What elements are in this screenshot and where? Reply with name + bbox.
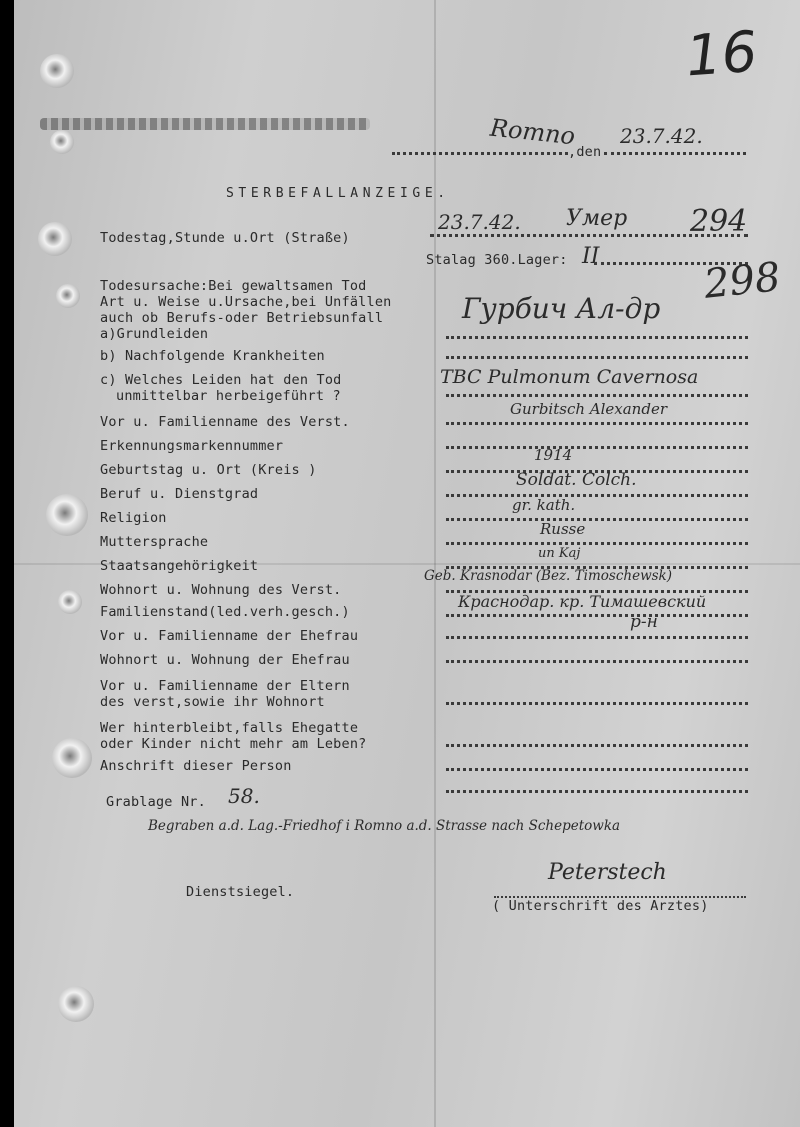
ehefrau-name-value: р-н bbox=[630, 612, 658, 632]
todesursache-label-2: Art u. Weise u.Ursache,bei Unfällen bbox=[100, 294, 392, 310]
grablage-value: 58. bbox=[228, 784, 260, 808]
ehefrau-name-line bbox=[446, 630, 748, 639]
todestag-value: 23.7.42. bbox=[438, 210, 521, 234]
welches-leiden-value: TBC Pulmonum Cavernosa bbox=[440, 366, 699, 388]
welches-leiden-line bbox=[446, 388, 748, 397]
wohnort-value: Geb. Krasnodar (Bez. Timoschewsk) bbox=[424, 568, 672, 584]
todesursache-label-1: Todesursache:Bei gewaltsamen Tod bbox=[100, 278, 367, 294]
familienstand-value: Краснодар. кр. Тимашевский bbox=[458, 592, 707, 611]
erkennungsmarke-line bbox=[446, 440, 748, 449]
stalag-value: II bbox=[582, 244, 600, 269]
beruf-value: Soldat. Colch. bbox=[516, 470, 637, 490]
muttersprache-label: Muttersprache bbox=[100, 534, 209, 550]
staatsangehoerigkeit-label: Staatsangehörigkeit bbox=[100, 558, 259, 574]
punch-hole bbox=[52, 738, 92, 778]
date-line bbox=[604, 146, 746, 155]
todesursache-russian: Гурбич Ал-др bbox=[462, 292, 661, 325]
hinterbleibt-line bbox=[446, 738, 748, 747]
todestag-label: Todestag,Stunde u.Ort (Straße) bbox=[100, 230, 350, 246]
dienstsiegel-label: Dienstsiegel. bbox=[186, 884, 295, 900]
punch-hole bbox=[40, 54, 74, 88]
geburtstag-value: 1914 bbox=[534, 446, 573, 464]
beruf-label: Beruf u. Dienstgrad bbox=[100, 486, 259, 502]
religion-line bbox=[446, 512, 748, 521]
eltern-label-2: des verst,sowie ihr Wohnort bbox=[100, 694, 325, 710]
hinterbleibt-label-1: Wer hinterbleibt,falls Ehegatte bbox=[100, 720, 359, 736]
smudged-stamp-line bbox=[40, 118, 370, 130]
grablage-label: Grablage Nr. bbox=[106, 794, 206, 810]
unterschrift-label: ( Unterschrift des Arztes) bbox=[492, 898, 709, 914]
signature-line bbox=[494, 890, 746, 898]
muttersprache-line bbox=[446, 536, 748, 545]
punch-hole bbox=[56, 284, 80, 308]
beruf-line bbox=[446, 488, 748, 497]
staatsangehoerigkeit-value: un Kaj bbox=[538, 546, 581, 561]
form-title: STERBEFALLANZEIGE. bbox=[226, 186, 450, 201]
ehefrau-name-label: Vor u. Familienname der Ehefrau bbox=[100, 628, 359, 644]
religion-label: Religion bbox=[100, 510, 167, 526]
todesursache-label-3: auch ob Berufs-oder Betriebsunfall bbox=[100, 310, 384, 326]
place-line bbox=[392, 146, 568, 155]
anschrift-line bbox=[446, 762, 748, 771]
ehefrau-wohnort-label: Wohnort u. Wohnung der Ehefrau bbox=[100, 652, 350, 668]
eltern-line bbox=[446, 696, 748, 705]
religion-value: gr. kath. bbox=[512, 496, 576, 514]
punch-hole bbox=[38, 222, 72, 256]
margin-number-2: 298 bbox=[701, 254, 783, 308]
doctor-signature: Peterstech bbox=[548, 860, 667, 885]
punch-hole bbox=[50, 130, 74, 154]
nachfolgende-line bbox=[446, 350, 748, 359]
geburtstag-label: Geburtstag u. Ort (Kreis ) bbox=[100, 462, 317, 478]
page-number: 16 bbox=[683, 19, 760, 90]
date-handwritten: 23.7.42. bbox=[620, 124, 703, 148]
punch-hole bbox=[58, 590, 82, 614]
den-label: ,den bbox=[568, 144, 602, 160]
erkennungsmarke-label: Erkennungsmarkennummer bbox=[100, 438, 284, 454]
punch-hole bbox=[58, 986, 94, 1022]
muttersprache-value: Russe bbox=[540, 520, 586, 538]
stalag-label: Stalag 360.Lager: bbox=[426, 252, 568, 268]
welches-leiden-label-2: unmittelbar herbeigeführt ? bbox=[116, 388, 341, 404]
extra-line bbox=[446, 784, 748, 793]
hinterbleibt-label-2: oder Kinder nicht mehr am Leben? bbox=[100, 736, 367, 752]
place-handwritten: Romno bbox=[488, 113, 577, 151]
name-value: Gurbitsch Alexander bbox=[510, 400, 667, 418]
punch-hole bbox=[46, 494, 88, 536]
eltern-label-1: Vor u. Familienname der Eltern bbox=[100, 678, 350, 694]
todesursache-label-4: a)Grundleiden bbox=[100, 326, 209, 342]
welches-leiden-label-1: c) Welches Leiden hat den Tod bbox=[100, 372, 342, 388]
grundleiden-line bbox=[446, 330, 748, 339]
name-line bbox=[446, 416, 748, 425]
anschrift-label: Anschrift dieser Person bbox=[100, 758, 292, 774]
name-label: Vor u. Familienname des Verst. bbox=[100, 414, 350, 430]
nachfolgende-label: b) Nachfolgende Krankheiten bbox=[100, 348, 325, 364]
todestag-extra: Умер bbox=[566, 206, 628, 231]
ehefrau-wohnort-line bbox=[446, 654, 748, 663]
wohnort-label: Wohnort u. Wohnung des Verst. bbox=[100, 582, 342, 598]
margin-number-1: 294 bbox=[690, 204, 748, 239]
burial-note: Begraben a.d. Lag.-Friedhof i Romno a.d. Strasse nach Schepetowka bbox=[148, 818, 621, 834]
familienstand-label: Familienstand(led.verh.gesch.) bbox=[100, 604, 350, 620]
familienstand-line bbox=[446, 608, 748, 617]
